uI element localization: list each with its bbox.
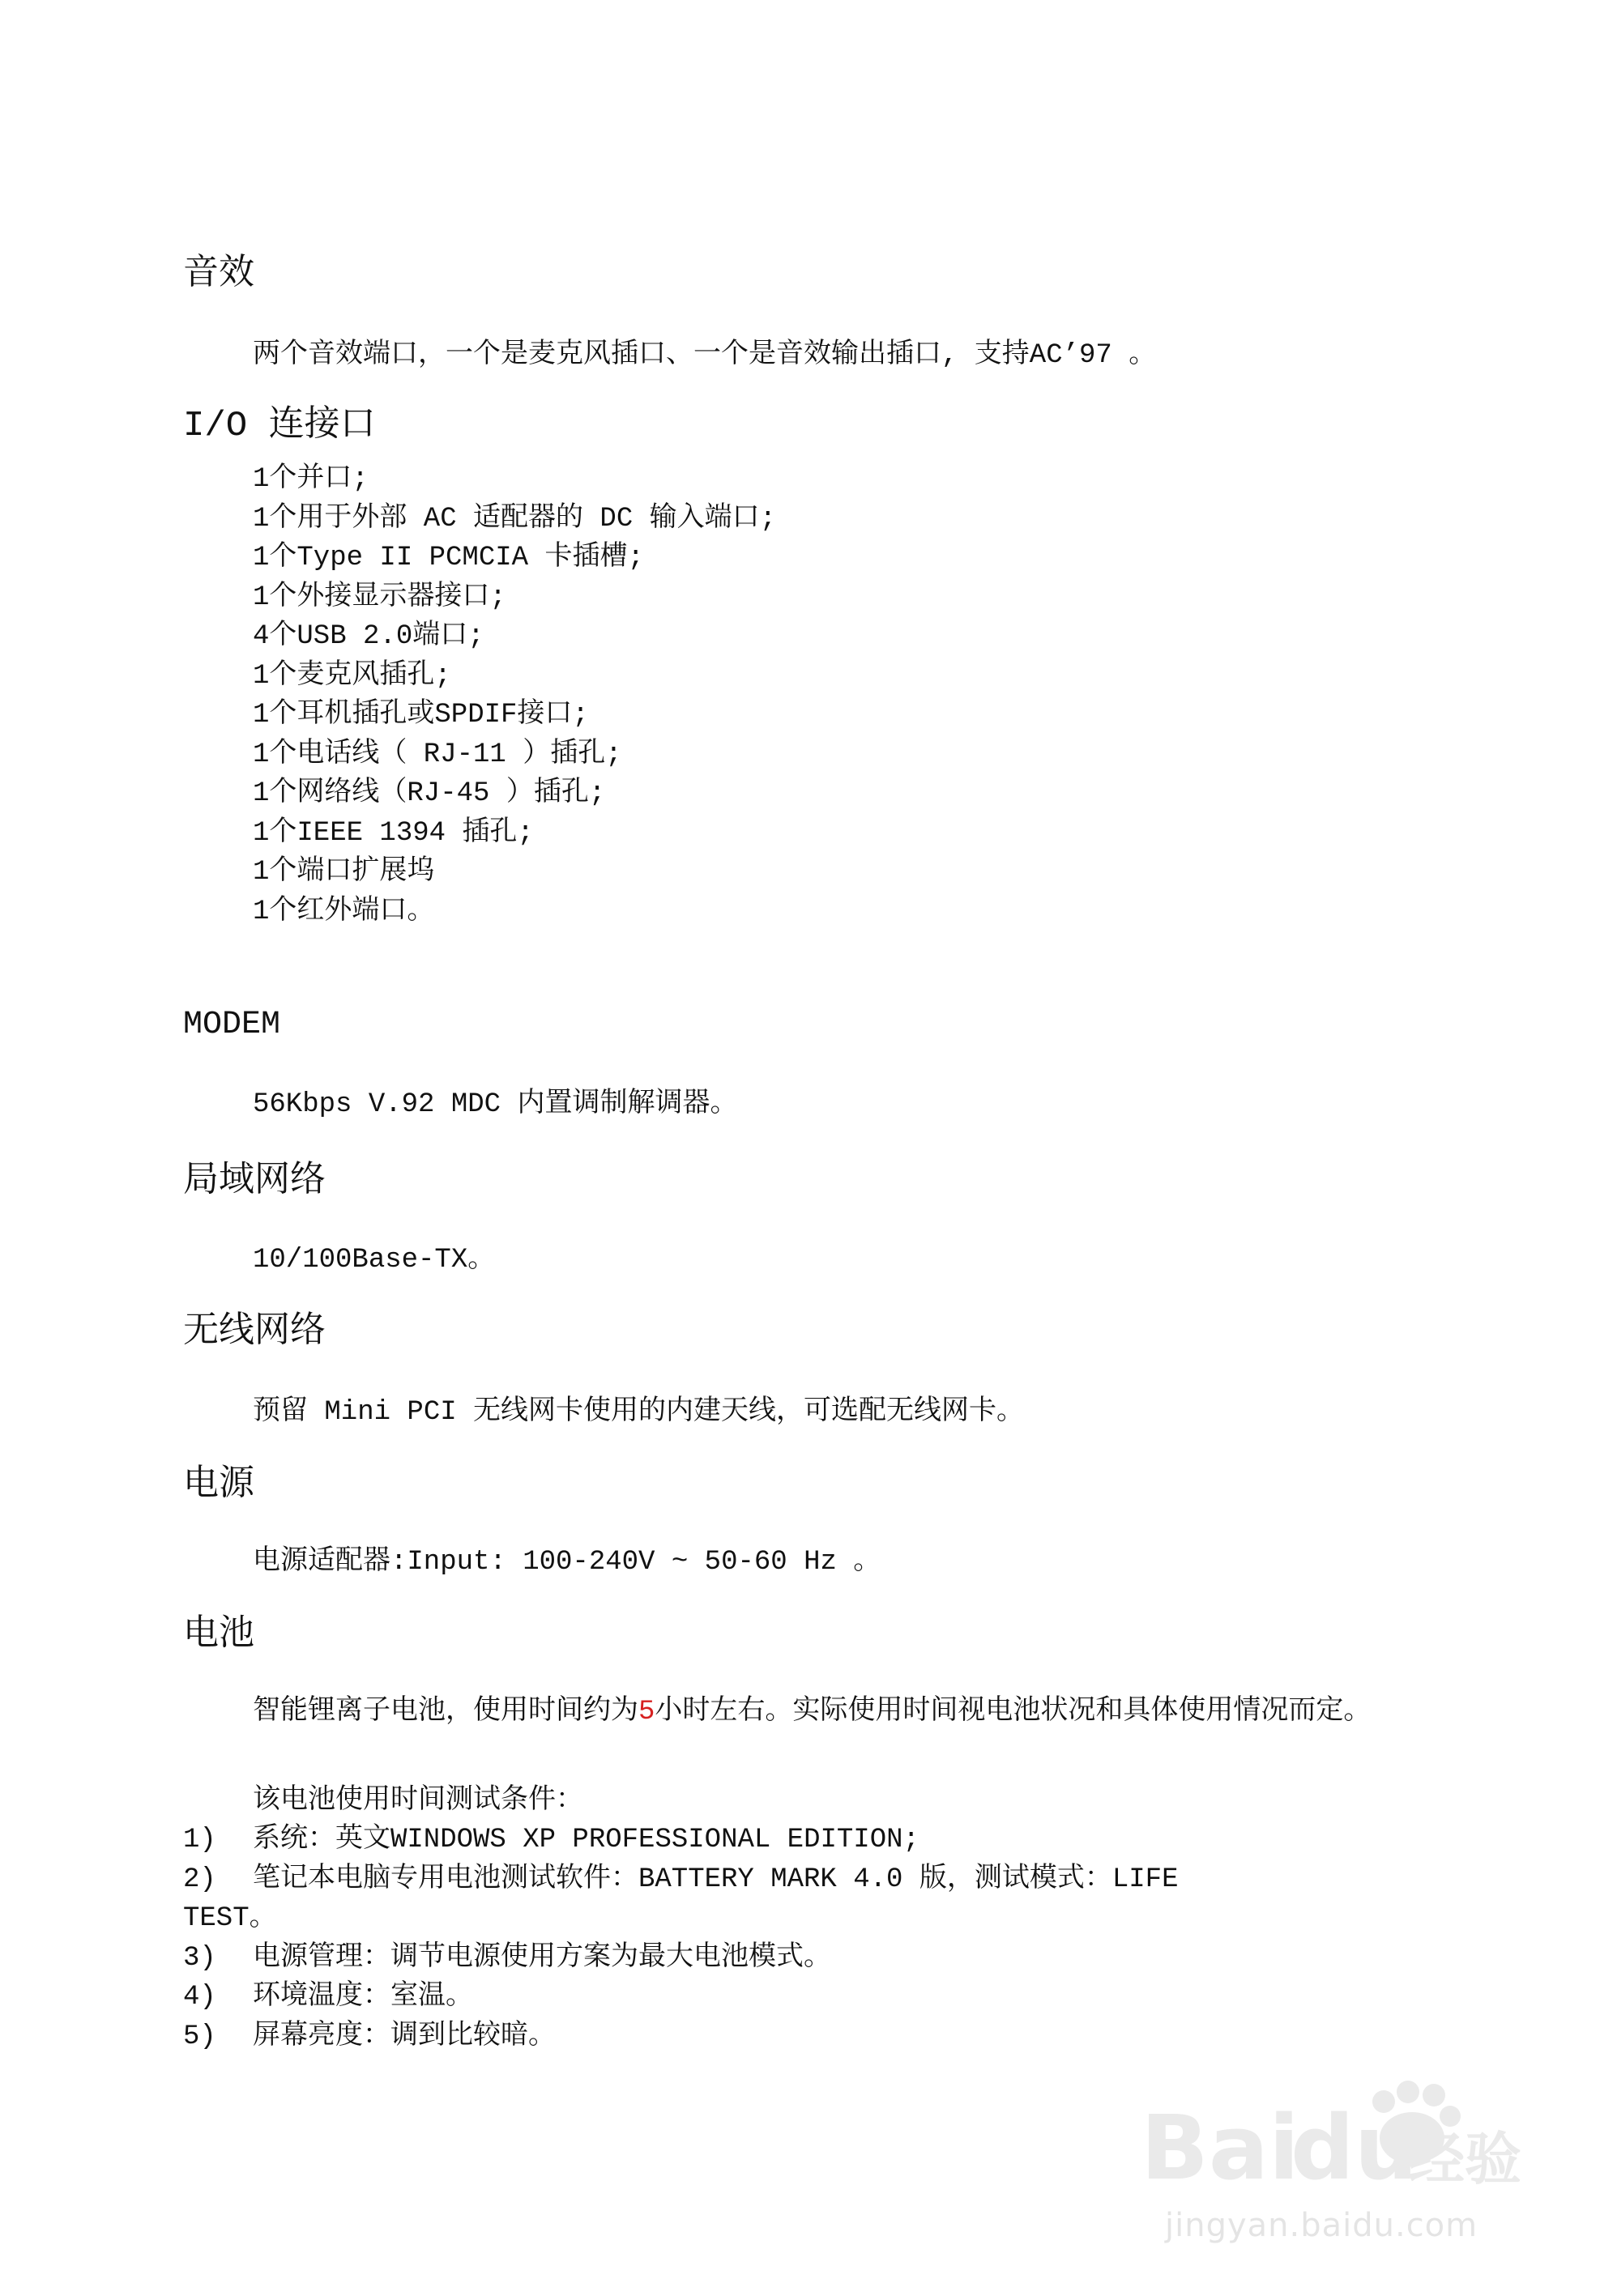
list-text: 电源管理：调节电源使用方案为最大电池模式。 (253, 1942, 831, 1974)
list-item (183, 1978, 1178, 2017)
battery-text (183, 1693, 1447, 1732)
list-item: 1个并口; (253, 464, 369, 495)
list-text: 屏幕亮度：调到比较暗。 (253, 2021, 556, 2052)
heading-modem: MODEM (183, 1007, 281, 1043)
battery-text-after: 小时左右。实际使用时间视电池状况和具体使用情况而定。 (655, 1697, 1372, 1727)
list-number: 2) (183, 1864, 216, 1895)
lan-text: 10/100Base-TX。 (253, 1245, 496, 1276)
list-item: 1个端口扩展坞 (253, 857, 435, 888)
list-number: 1) (183, 1825, 216, 1855)
list-item: 1个电话线（ RJ-11 ）插孔; (253, 739, 622, 770)
watermark-brand-jingyan: 经验 (1408, 2126, 1521, 2191)
watermark-brand: Bai (1141, 2096, 1299, 2191)
list-item (183, 1860, 1178, 1900)
list-number: 3) (183, 1942, 216, 1974)
battery-text-before: 智能锂离子电池，使用时间约为 (253, 1697, 638, 1727)
list-number: 5) (183, 2021, 216, 2052)
heading-power: 电源 (183, 1462, 254, 1503)
list-text: 笔记本电脑专用电池测试软件：BATTERY MARK 4.0 版，测试模式：LIFE (253, 1864, 1179, 1895)
list-item-continuation (183, 1899, 1178, 1939)
io-list (253, 460, 776, 931)
watermark-brand-du: du (1291, 2096, 1419, 2191)
baidu-paw-logo (1141, 2077, 1521, 2191)
heading-lan: 局域网络 (183, 1158, 326, 1199)
list-item (183, 2017, 1178, 2057)
baidu-watermark (1141, 2061, 1521, 2256)
list-item (183, 1939, 1178, 1979)
audio-text: 两个音效端口，一个是麦克风插口、一个是音效输出插口, 支持AC’97 。 (253, 340, 1157, 371)
list-text: 环境温度：室温。 (253, 1982, 473, 2013)
list-item: 1个Type II PCMCIA 卡插槽; (253, 543, 644, 573)
battery-test-intro: 该电池使用时间测试条件： (253, 1786, 583, 1817)
list-item: 1个红外端口。 (253, 896, 435, 927)
battery-conditions (183, 1821, 1178, 2056)
heading-wireless: 无线网络 (183, 1309, 326, 1350)
list-item: 4个USB 2.0端口; (253, 621, 484, 652)
battery-hours: 5 (638, 1697, 655, 1727)
list-item: 1个用于外部 AC 适配器的 DC 输入端口; (253, 503, 777, 535)
heading-battery: 电池 (183, 1612, 254, 1653)
list-text: 系统：英文WINDOWS XP PROFESSIONAL EDITION; (253, 1825, 919, 1855)
list-item: 1个麦克风插孔; (253, 660, 451, 692)
list-item: 1个外接显示器接口; (253, 581, 506, 613)
list-item: 1个网络线（RJ-45 ）插孔; (253, 778, 606, 809)
wireless-text: 预留 Mini PCI 无线网卡使用的内建天线，可选配无线网卡。 (253, 1397, 1025, 1428)
power-text: 电源适配器:Input: 100-240V ~ 50-60 Hz 。 (253, 1547, 881, 1578)
list-text-continuation: TEST。 (183, 1903, 277, 1934)
watermark-url: jingyan.baidu.com (1165, 2207, 1478, 2244)
list-number: 4) (183, 1982, 216, 2013)
heading-audio: 音效 (183, 251, 254, 292)
list-item: 1个IEEE 1394 插孔; (253, 817, 534, 849)
heading-io: I/O 连接口 (183, 406, 376, 446)
list-item: 1个耳机插孔或SPDIF接口; (253, 700, 589, 731)
modem-text: 56Kbps V.92 MDC 内置调制解调器。 (253, 1089, 738, 1120)
list-item (183, 1821, 1178, 1860)
